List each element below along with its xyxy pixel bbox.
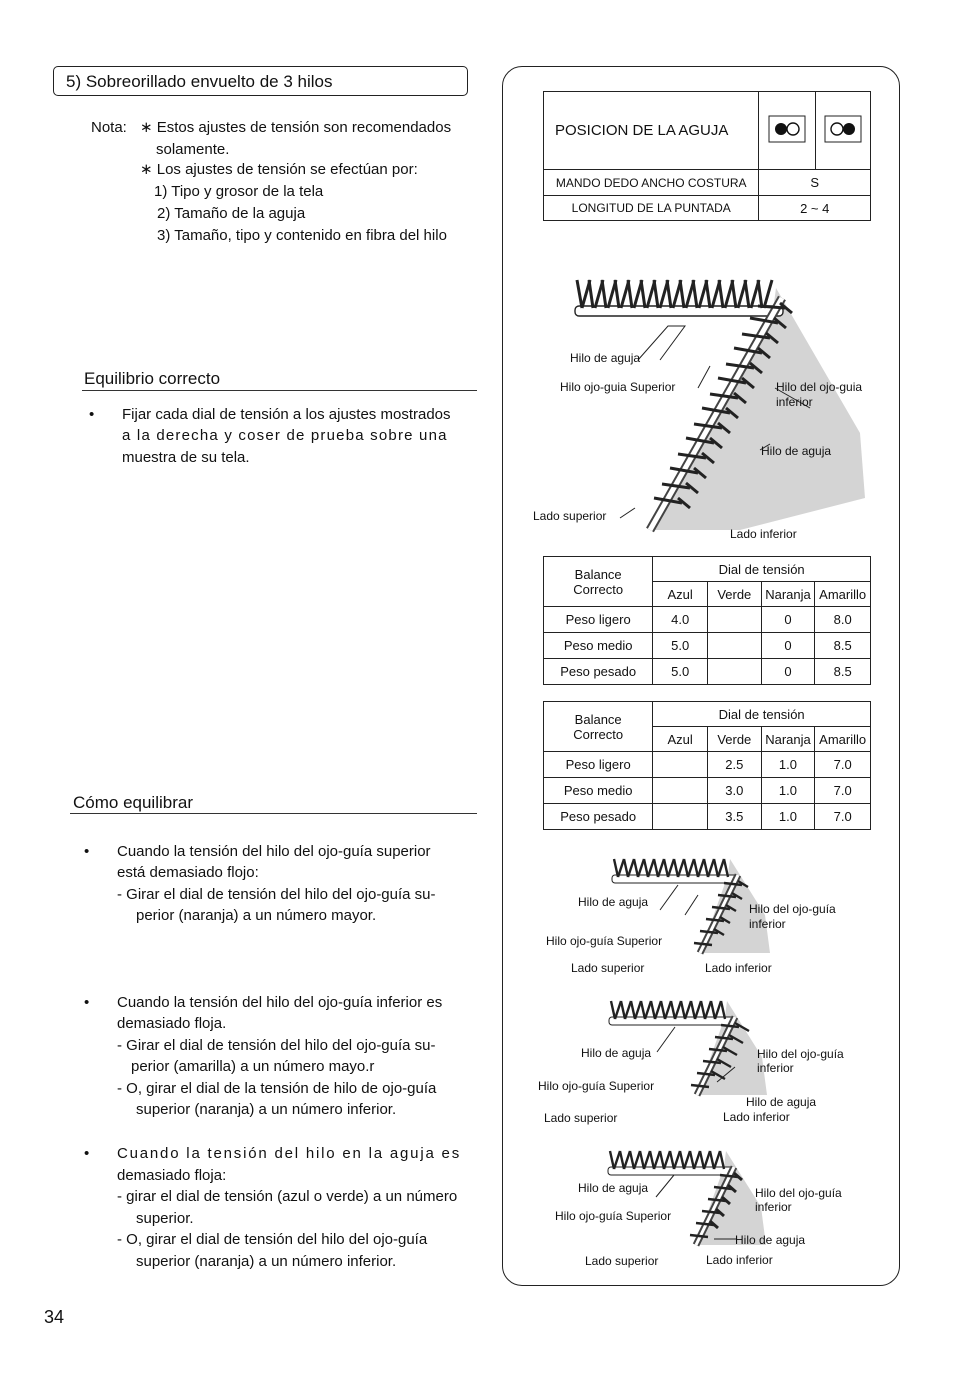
row-label: Peso pesado <box>544 804 653 830</box>
cell: 7.0 <box>815 752 871 778</box>
cell: 0 <box>761 633 815 659</box>
d2-ojo-superior: Hilo ojo-guía Superior <box>546 934 663 948</box>
corner-line-1: Balance <box>574 566 622 582</box>
nota-line-2: solamente. <box>156 141 230 158</box>
cell: 7.0 <box>815 804 871 830</box>
cell: 3.0 <box>707 778 761 804</box>
d1-lado-superior: Lado superior <box>533 509 607 523</box>
settings-table <box>543 91 871 221</box>
d4-hilo-aguja-2: Hilo de aguja <box>735 1233 806 1247</box>
d3-lado-superior: Lado superior <box>544 1111 618 1125</box>
nota-item-2: 2) Tamaño de la aguja <box>157 205 306 222</box>
cell: 5.0 <box>653 633 708 659</box>
section-title-box <box>53 66 468 96</box>
row-label: Peso ligero <box>544 607 653 633</box>
bullet: • <box>84 994 90 1011</box>
cell: 8.0 <box>815 607 871 633</box>
col-amarillo: Amarillo <box>815 727 871 752</box>
como-b2-line-6: superior (naranja) a un número inferior. <box>136 1101 397 1118</box>
d3-ojo-inferior-2: inferior <box>757 1061 794 1075</box>
d1-ojo-inferior-2: inferior <box>776 395 813 409</box>
como-b1-line-2: está demasiado flojo: <box>117 864 259 881</box>
mando-label: MANDO DEDO ANCHO COSTURA <box>544 170 759 196</box>
d2-lado-superior: Lado superior <box>571 961 645 975</box>
d2-ojo-inferior-1: Hilo del ojo-guía <box>749 902 836 916</box>
cell: 1.0 <box>761 778 815 804</box>
corner-line-2: Correcto <box>573 581 624 597</box>
posicion-label: POSICION DE LA AGUJA <box>544 92 759 170</box>
d4-lado-inferior: Lado inferior <box>706 1253 773 1267</box>
col-azul: Azul <box>653 582 708 607</box>
equilibrio-rule <box>82 390 477 391</box>
cell <box>707 607 761 633</box>
como-b3-line-3: - girar el dial de tensión (azul o verde) a un número <box>117 1188 458 1205</box>
longitud-value: 2 ~ 4 <box>759 196 871 221</box>
cell: 5.0 <box>653 659 708 685</box>
cell: 2.5 <box>707 752 761 778</box>
row-label: Peso ligero <box>544 752 653 778</box>
nota-item-3: 3) Tamaño, tipo y contenido en fibra del hilo <box>157 227 447 244</box>
cell: 1.0 <box>761 752 815 778</box>
row-label: Peso medio <box>544 778 653 804</box>
como-b1-line-3: - Girar el dial de tensión del hilo del ojo-guía su- <box>117 886 436 903</box>
d4-ojo-inferior-2: inferior <box>755 1200 792 1214</box>
como-b1-line-4: perior (naranja) a un número mayor. <box>136 907 377 924</box>
d3-hilo-aguja-2: Hilo de aguja <box>746 1095 817 1109</box>
tension-table-1 <box>543 556 871 685</box>
cell <box>707 633 761 659</box>
d3-lado-inferior: Lado inferior <box>723 1110 790 1124</box>
needle-left-cell <box>759 92 816 170</box>
row-label: Peso medio <box>544 633 653 659</box>
needle-left-icon <box>768 115 806 143</box>
cell <box>653 778 708 804</box>
mando-value: S <box>759 170 871 196</box>
nota-item-1: 1) Tipo y grosor de la tela <box>154 183 324 200</box>
cell <box>707 659 761 685</box>
section-title: 5) Sobreorillado envuelto de 3 hilos <box>66 72 333 91</box>
needle-right-icon <box>824 115 862 143</box>
como-b1-line-1: Cuando la tensión del hilo del ojo-guía superior <box>117 843 431 860</box>
nota-line-3: ∗ Los ajustes de tensión se efectúan por: <box>140 161 418 178</box>
fabric-underside <box>650 288 865 530</box>
como-b2-line-5: - O, girar el dial de la tensión de hilo de ojo-guía <box>117 1080 437 1097</box>
cell: 3.5 <box>707 804 761 830</box>
bullet: • <box>84 1145 90 1162</box>
d3-ojo-inferior-1: Hilo del ojo-guía <box>757 1047 844 1061</box>
d3-ojo-superior: Hilo ojo-guía Superior <box>538 1079 655 1093</box>
stitch-diagram-small-3 <box>596 1147 776 1247</box>
d2-hilo-aguja: Hilo de aguja <box>578 895 649 909</box>
equilibrio-line-1: Fijar cada dial de tensión a los ajustes mostrados <box>122 406 451 423</box>
stitch-row-top <box>575 280 783 316</box>
page-number: 34 <box>44 1307 65 1327</box>
cell: 4.0 <box>653 607 708 633</box>
como-b2-line-2: demasiado floja. <box>117 1015 227 1032</box>
d2-lado-inferior: Lado inferior <box>705 961 772 975</box>
col-verde: Verde <box>707 727 761 752</box>
cell: 1.0 <box>761 804 815 830</box>
col-azul: Azul <box>653 727 708 752</box>
como-heading: Cómo equilibrar <box>73 793 193 812</box>
como-b2-line-3: - Girar el dial de tensión del hilo del ojo-guía su- <box>117 1037 436 1054</box>
como-b3-line-4: superior. <box>136 1210 194 1227</box>
como-b2-line-4: perior (amarilla) a un número mayo.r <box>131 1058 375 1075</box>
como-b3-line-5: - O, girar el dial de tensión del hilo del ojo-guía <box>117 1231 428 1248</box>
como-rule <box>70 813 477 814</box>
como-b3-line-6: superior (naranja) a un número inferior. <box>136 1253 397 1270</box>
cell: 8.5 <box>815 659 871 685</box>
d4-ojo-superior: Hilo ojo-guía Superior <box>555 1209 672 1223</box>
cell <box>653 804 708 830</box>
corner-cell <box>544 557 653 607</box>
d1-ojo-inferior-1: Hilo del ojo-guia <box>776 380 863 394</box>
como-b2-line-1: Cuando la tensión del hilo del ojo-guía inferior es <box>117 994 443 1011</box>
tension-table-2 <box>543 701 871 830</box>
d4-ojo-inferior-1: Hilo del ojo-guía <box>755 1186 842 1200</box>
bullet: • <box>89 406 95 423</box>
longitud-label: LONGITUD DE LA PUNTADA <box>544 196 759 221</box>
d4-lado-superior: Lado superior <box>585 1254 659 1268</box>
stitch-diagram-large <box>520 268 890 538</box>
como-b3-line-2: demasiado floja: <box>117 1167 227 1184</box>
como-b3-line-1: Cuando la tensión del hilo en la aguja es <box>117 1145 461 1162</box>
cell: 8.5 <box>815 633 871 659</box>
col-naranja: Naranja <box>761 727 815 752</box>
equilibrio-line-2: a la derecha y coser de prueba sobre una <box>122 427 448 444</box>
col-verde: Verde <box>707 582 761 607</box>
corner-cell <box>544 702 653 752</box>
equilibrio-line-3: muestra de su tela. <box>122 449 250 466</box>
bullet: • <box>84 843 90 860</box>
d1-hilo-aguja: Hilo de aguja <box>570 351 641 365</box>
cell: 7.0 <box>815 778 871 804</box>
cell <box>653 752 708 778</box>
d4-hilo-aguja: Hilo de aguja <box>578 1181 649 1195</box>
d1-hilo-aguja-2: Hilo de aguja <box>761 444 832 458</box>
d1-lado-inferior: Lado inferior <box>730 527 797 541</box>
dial-header: Dial de tensión <box>653 557 871 582</box>
d1-ojo-superior: Hilo ojo-guia Superior <box>560 380 676 394</box>
row-label: Peso pesado <box>544 659 653 685</box>
nota-label: Nota: <box>91 119 127 136</box>
d3-hilo-aguja: Hilo de aguja <box>581 1046 652 1060</box>
corner-line-1: Balance <box>574 711 622 727</box>
equilibrio-heading: Equilibrio correcto <box>84 369 221 388</box>
d2-ojo-inferior-2: inferior <box>749 917 786 931</box>
col-amarillo: Amarillo <box>815 582 871 607</box>
dial-header: Dial de tensión <box>653 702 871 727</box>
needle-right-cell <box>816 92 871 170</box>
nota-line-1: ∗ Estos ajustes de tensión son recomendados <box>140 119 452 136</box>
cell: 0 <box>761 607 815 633</box>
col-naranja: Naranja <box>761 582 815 607</box>
cell: 0 <box>761 659 815 685</box>
corner-line-2: Correcto <box>573 726 624 742</box>
